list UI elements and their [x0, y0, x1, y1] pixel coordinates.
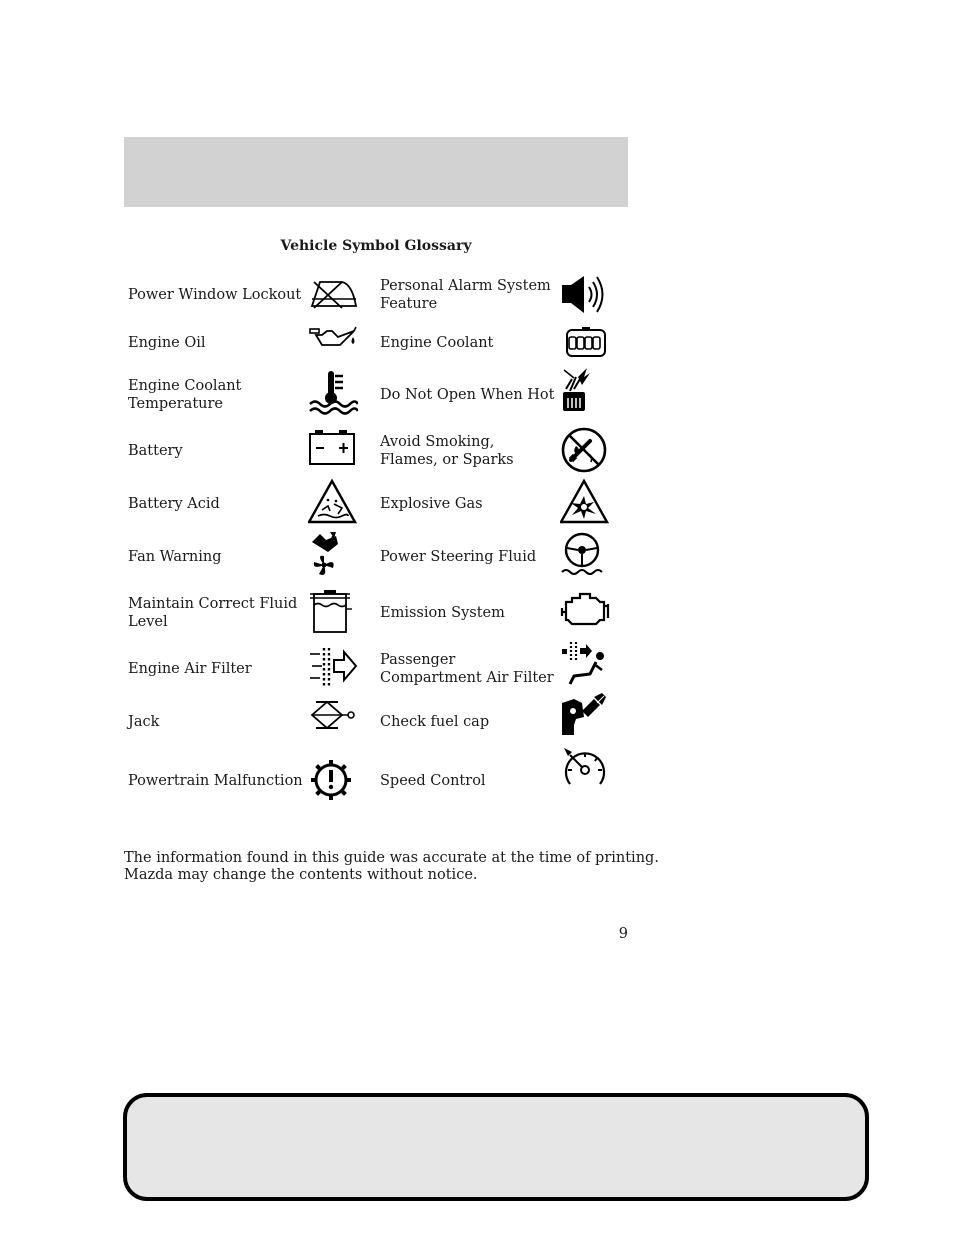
symbol-label: Powertrain Malfunction — [128, 772, 303, 789]
oil-can-icon — [308, 318, 358, 368]
page-number: 9 — [618, 926, 628, 942]
disclaimer-line: Mazda may change the contents without notice. — [124, 866, 478, 883]
symbol-label: Emission System — [380, 604, 505, 621]
coolant-temperature-icon — [308, 370, 358, 420]
glossary-row — [124, 642, 624, 696]
accuracy-disclaimer — [124, 850, 659, 883]
symbol-label: Maintain Correct Fluid Level — [128, 595, 298, 630]
fuel-cap-icon — [560, 689, 610, 739]
symbol-label: Jack — [128, 713, 160, 730]
fluid-level-icon — [308, 586, 358, 636]
symbol-label: Battery Acid — [128, 495, 220, 512]
symbol-glossary-table — [124, 270, 624, 814]
bottom-rounded-box — [123, 1093, 869, 1201]
no-smoking-icon — [560, 426, 610, 476]
glossary-row — [124, 320, 624, 366]
symbol-label: Engine Coolant Temperature — [128, 377, 242, 412]
disclaimer-line: The information found in this guide was accurate at the time of printing. — [124, 850, 659, 866]
steering-wheel-fluid-icon — [560, 530, 610, 580]
acid-warning-icon — [308, 478, 358, 528]
symbol-label: Power Steering Fluid — [380, 548, 537, 565]
symbol-label: Power Window Lockout — [128, 286, 302, 303]
symbol-label: Explosive Gas — [380, 495, 483, 512]
explosive-warning-icon — [560, 478, 610, 528]
glossary-row — [124, 696, 624, 748]
symbol-label: Avoid Smoking, Flames, or Sparks — [380, 433, 514, 468]
radiator-icon — [560, 318, 610, 368]
glossary-row — [124, 530, 624, 584]
alarm-speaker-icon — [560, 270, 610, 320]
header-band — [124, 137, 628, 207]
fan-warning-icon — [308, 530, 358, 580]
symbol-label: Fan Warning — [128, 548, 222, 565]
symbol-label: Do Not Open When Hot — [380, 386, 555, 403]
speed-control-icon — [560, 746, 610, 796]
glossary-row — [124, 584, 624, 642]
symbol-label: Personal Alarm System Feature — [380, 277, 551, 312]
symbol-label: Engine Coolant — [380, 334, 494, 351]
glossary-title: Vehicle Symbol Glossary — [280, 238, 472, 254]
symbol-label: Battery — [128, 442, 183, 459]
power-window-lockout-icon — [308, 270, 358, 320]
air-filter-icon — [308, 642, 358, 692]
symbol-label: Engine Air Filter — [128, 660, 252, 677]
symbol-label: Check fuel cap — [380, 713, 490, 730]
glossary-row — [124, 366, 624, 424]
hot-radiator-cap-icon — [560, 365, 610, 415]
symbol-label: Engine Oil — [128, 334, 206, 351]
symbol-label: Passenger Compartment Air Filter — [380, 651, 554, 686]
symbol-label: Speed Control — [380, 772, 486, 789]
jack-icon — [308, 694, 358, 744]
glossary-row — [124, 424, 624, 478]
glossary-row — [124, 270, 624, 320]
glossary-row — [124, 748, 624, 814]
battery-icon — [308, 426, 358, 476]
cabin-air-filter-icon — [560, 638, 610, 688]
engine-icon — [560, 584, 610, 634]
powertrain-malfunction-icon — [308, 756, 358, 806]
glossary-row — [124, 478, 624, 530]
